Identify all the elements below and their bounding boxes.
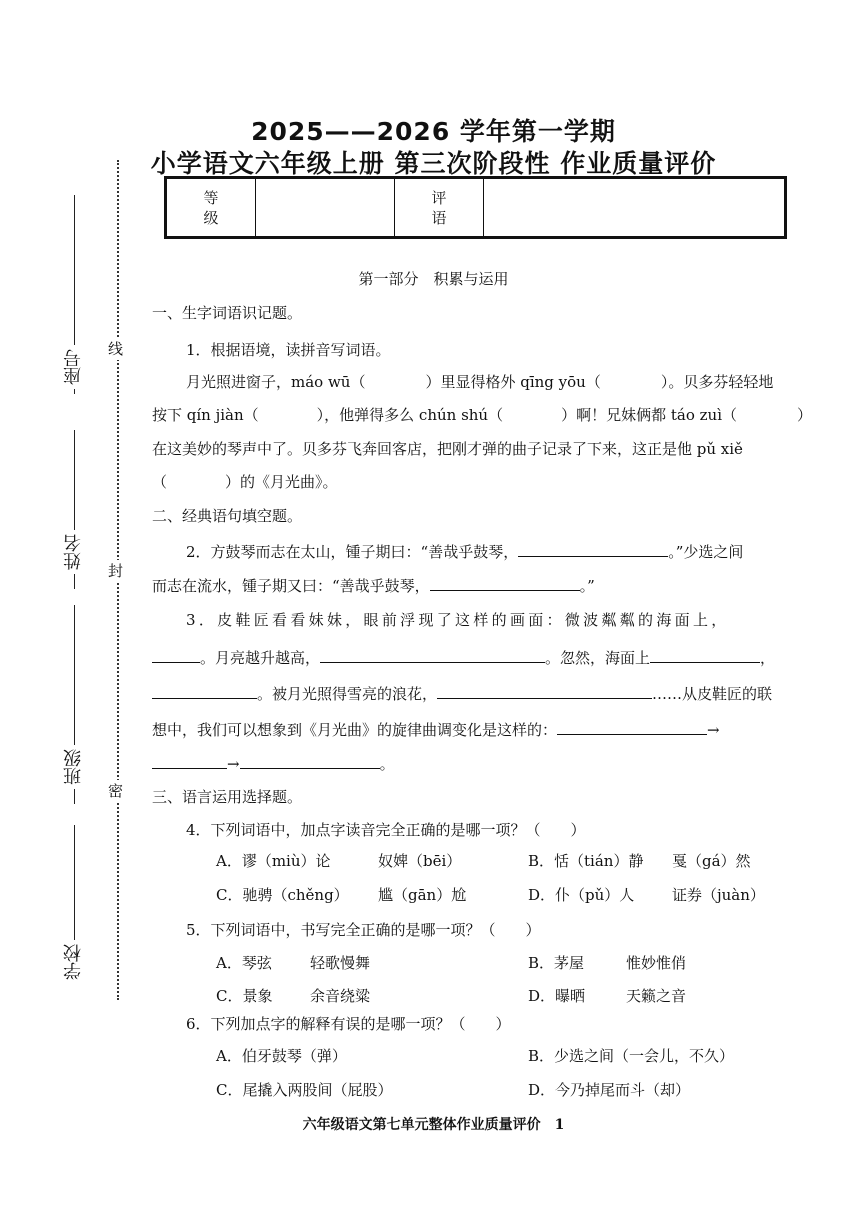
q1-text: ），他弹得多么 chún shú（ xyxy=(316,406,504,424)
q1-text: ）的《月光曲》。 xyxy=(225,473,338,491)
q4-stem: 4．下列词语中，加点字读音完全正确的是哪一项？（ ） xyxy=(186,821,586,839)
q5-option-d1[interactable]: D．曝晒 xyxy=(528,987,586,1005)
school-label: 学校 xyxy=(63,944,84,980)
q3-line4 xyxy=(152,718,720,740)
s2-heading: 二、经典语句填空题。 xyxy=(152,507,303,525)
seal-char-xian: 线 xyxy=(108,340,124,358)
q4-option-b2: 戛（gá）然 xyxy=(672,852,751,870)
q2-text: 。” xyxy=(579,577,595,595)
q2-text: 。”少选之间 xyxy=(668,543,744,561)
seal-char-mi: 密 xyxy=(108,782,124,800)
q5-option-a1[interactable]: A．琴弦 xyxy=(216,954,272,972)
q6-stem: 6．下列加点字的解释有误的是哪一项？（ ） xyxy=(186,1015,511,1033)
q4-option-b1[interactable]: B．恬（tián）静 xyxy=(528,852,644,870)
q3-line2 xyxy=(152,646,775,668)
school-underline xyxy=(74,825,75,940)
class-label: 班级 xyxy=(63,749,84,785)
answer-blank[interactable] xyxy=(320,646,545,663)
s3-heading: 三、语言运用选择题。 xyxy=(152,788,303,806)
answer-blank[interactable] xyxy=(430,574,580,591)
seal-char-feng: 封 xyxy=(108,562,124,580)
name-label: 姓名 xyxy=(63,534,84,570)
q3-text: 。 xyxy=(379,755,395,773)
q2-text: 2．方鼓琴而志在太山，锺子期曰：“善哉乎鼓琴， xyxy=(186,543,519,561)
seat-field[interactable] xyxy=(60,195,88,394)
arrow-icon: → xyxy=(227,755,240,773)
q5-stem: 5．下列词语中，书写完全正确的是哪一项？（ ） xyxy=(186,921,541,939)
q5-option-c1[interactable]: C．景象 xyxy=(216,987,273,1005)
q2-line2 xyxy=(152,574,595,596)
class-underline-end xyxy=(74,789,75,804)
q3-text: 想中，我们可以想象到《月光曲》的旋律曲调变化是这样的： xyxy=(152,721,558,739)
q1-text: ）啊！兄妹俩都 táo zuì（ xyxy=(561,406,738,424)
q3-line1: 3．皮鞋匠看看妹妹，眼前浮现了这样的画面：微波粼粼的海面上， xyxy=(186,611,730,629)
comment-cell[interactable] xyxy=(484,178,786,238)
q1-line3: 在这美妙的琴声中了。贝多芬飞奔回客店，把刚才弹的曲子记录了下来，这正是他 pǔ xiě xyxy=(152,440,743,458)
exam-year-title: 2025——2026 学年第一学期 xyxy=(251,117,616,146)
comment-label: 评 语 xyxy=(395,178,484,238)
q6-option-b[interactable]: B．少选之间（一会儿，不久） xyxy=(528,1047,735,1065)
q1-text: 按下 qín jiàn（ xyxy=(152,406,259,424)
q3-text: ……从皮鞋匠的联 xyxy=(652,685,773,703)
q4-option-a1[interactable]: A．谬（miù）论 xyxy=(216,852,331,870)
q6-option-a[interactable]: A．伯牙鼓琴（弹） xyxy=(216,1047,347,1065)
q2-text: 而志在流水，锺子期又曰：“善哉乎鼓琴， xyxy=(152,577,430,595)
q1-stem: 1．根据语境，读拼音写词语。 xyxy=(186,341,391,359)
q1-text: （ xyxy=(152,473,168,491)
q3-text: 。月亮越升越高， xyxy=(200,649,321,667)
seat-label: 座号 xyxy=(63,349,84,385)
answer-blank[interactable] xyxy=(152,752,227,769)
q5-option-a2: 轻歌慢舞 xyxy=(310,954,371,972)
grade-cell[interactable] xyxy=(256,178,395,238)
q5-option-d2: 天籁之音 xyxy=(626,987,687,1005)
q4-option-c1[interactable]: C．驰骋（chěng） xyxy=(216,886,349,904)
q4-option-a2: 奴婢（bēi） xyxy=(378,852,462,870)
answer-blank[interactable] xyxy=(152,646,200,663)
q4-option-d2: 证券（juàn） xyxy=(672,886,765,904)
arrow-icon: → xyxy=(707,721,720,739)
q5-option-c2: 余音绕粱 xyxy=(310,987,371,1005)
answer-blank[interactable] xyxy=(557,718,707,735)
answer-blank[interactable] xyxy=(152,682,257,699)
grade-label: 等 级 xyxy=(166,178,256,238)
q5-option-b1[interactable]: B．茅屋 xyxy=(528,954,585,972)
answer-blank[interactable] xyxy=(240,752,380,769)
q3-text: ， xyxy=(760,649,776,667)
q3-text: 。被月光照得雪亮的浪花， xyxy=(257,685,438,703)
q1-text: ）里显得格外 qīng yōu（ xyxy=(425,373,601,391)
exam-main-title: 小学语文六年级上册 第三次阶段性 作业质量评价 xyxy=(150,149,717,178)
seat-underline-end xyxy=(74,389,75,394)
q1-line4 xyxy=(152,472,338,492)
q1-line1 xyxy=(186,372,773,392)
q6-option-c[interactable]: C．尾撬入两股间（屁股） xyxy=(216,1081,393,1099)
q4-option-d1[interactable]: D．仆（pǔ）人 xyxy=(528,886,635,904)
q1-text: ） xyxy=(797,406,813,424)
q1-text: 月光照进窗子，máo wū（ xyxy=(186,373,366,391)
q1-line2 xyxy=(152,405,812,425)
q4-option-c2: 尴（gān）尬 xyxy=(378,886,467,904)
q3-text: 。忽然，海面上 xyxy=(545,649,651,667)
grade-table xyxy=(164,176,787,239)
q1-text: ）。贝多芬轻轻地 xyxy=(660,373,774,391)
s1-heading: 一、生字词语识记题。 xyxy=(152,304,303,322)
page-footer: 六年级语文第七单元整体作业质量评价 1 xyxy=(302,1117,565,1133)
answer-blank[interactable] xyxy=(650,646,760,663)
q3-line3 xyxy=(152,682,772,704)
class-underline xyxy=(74,605,75,745)
name-underline xyxy=(74,430,75,530)
class-field[interactable] xyxy=(60,605,88,804)
name-field[interactable] xyxy=(60,430,88,589)
name-underline-end xyxy=(74,574,75,589)
part1-title: 第一部分 积累与运用 xyxy=(358,270,509,288)
q6-option-d[interactable]: D．今乃掉尾而斗（却） xyxy=(528,1081,691,1099)
answer-blank[interactable] xyxy=(518,540,668,557)
school-field[interactable] xyxy=(60,825,88,984)
q2-line1 xyxy=(186,540,743,562)
q5-option-b2: 惟妙惟俏 xyxy=(626,954,687,972)
q3-line5 xyxy=(152,752,395,774)
answer-blank[interactable] xyxy=(437,682,652,699)
